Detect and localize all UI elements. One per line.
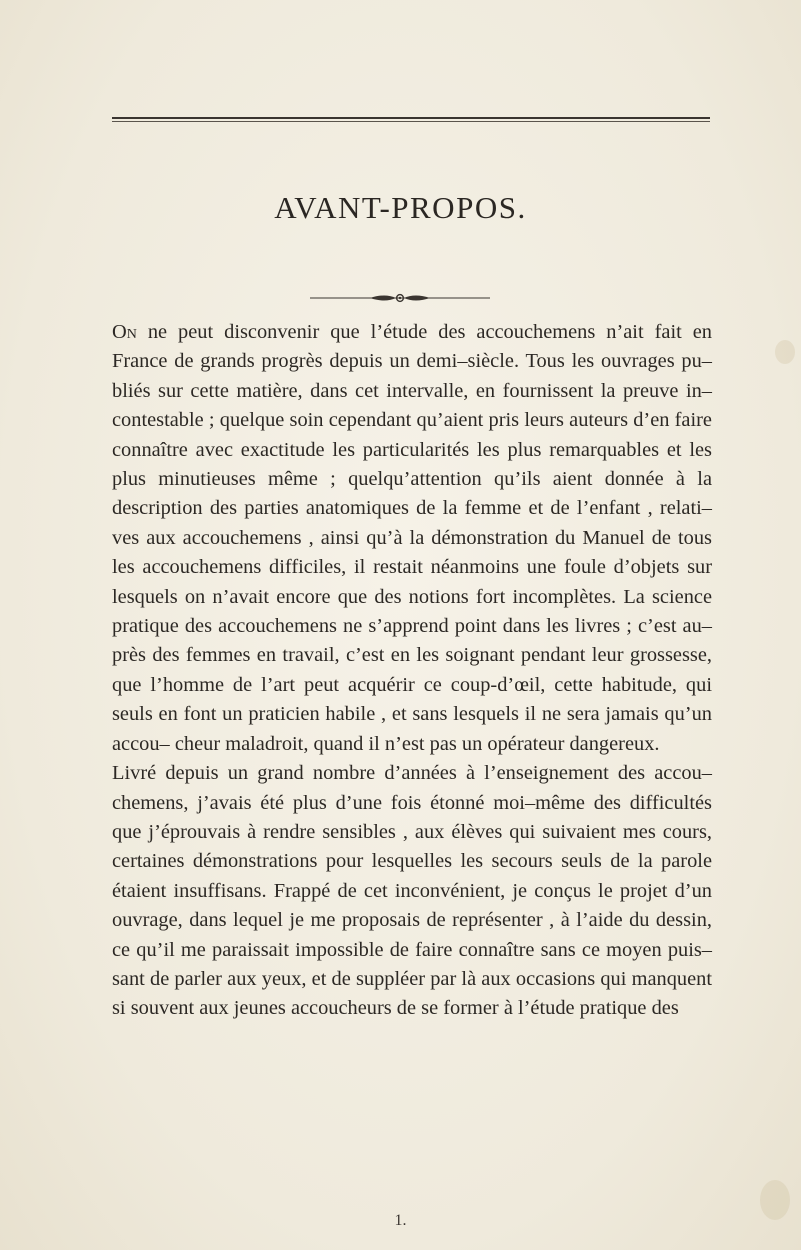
page-title: AVANT-PROPOS.: [274, 190, 527, 225]
body-text: [112, 318, 712, 1024]
paragraph-text: Livré depuis un grand nombre d’années à l’enseignement des accou– chemens, j’avais été plus d’une fois étonné moi–même des difficultés que j’éprouvais à rendre sensibles , aux élèves qui suivaient mes cours, certaines démonstrations pour lesquelles les secours seuls de la parole étaient insuffisans. Frappé de cet inconvénient, je conçus le projet d’un ouvrage, dans lequel je me proposais de représenter , à l’aide du dessin, ce qu’il me paraissait impossible de faire connaître sans ce moyen puis– sant de parler aux yeux, et de suppléer par là aux occasions qui manquent si souvent aux jeunes accoucheurs de se former à l’étude pratique des: [112, 762, 712, 1020]
paragraph-1: [112, 318, 712, 759]
top-double-rule: [112, 117, 710, 123]
paragraph-2: [112, 759, 712, 1024]
first-word: On: [112, 321, 137, 343]
paragraph-text: ne peut disconvenir que l’étude des accouchemens n’ait fait en France de grands progrès depuis un demi–siècle. Tous les ouvrages pu– bliés sur cette matière, dans cet intervalle, en fournissent la preuve in– contestable ; quelque soin cependant qu’aient pris leurs auteurs d’en faire connaître avec exactitude les particularités les plus remarquables et les plus minutieuses même ; quelqu’attention qu’ils aient donnée à la description des parties anatomiques de la femme et de l’enfant , relati– ves aux accouchemens , ainsi qu’à la démonstration du Manuel de tous les accouchemens difficiles, il restait néanmoins une foule d’objets sur lesquels on n’avait encore que des notions fort incomplètes. La science pratique des accouchemens ne s’apprend point dans les livres ; c’est au– près des femmes en travail, c’est en les soignant pendant leur grossesse, que l’homme de l’art peut acquérir ce coup-d’œil, cette habitude, qui seuls en font un praticien habile , et sans lesquels il ne sera jamais qu’un accou– cheur maladroit, quand il n’est pas un opérateur dangereux.: [112, 321, 712, 755]
ornament-divider: [310, 291, 490, 305]
page-signature: 1.: [394, 1212, 407, 1229]
page-stain: [775, 340, 795, 364]
